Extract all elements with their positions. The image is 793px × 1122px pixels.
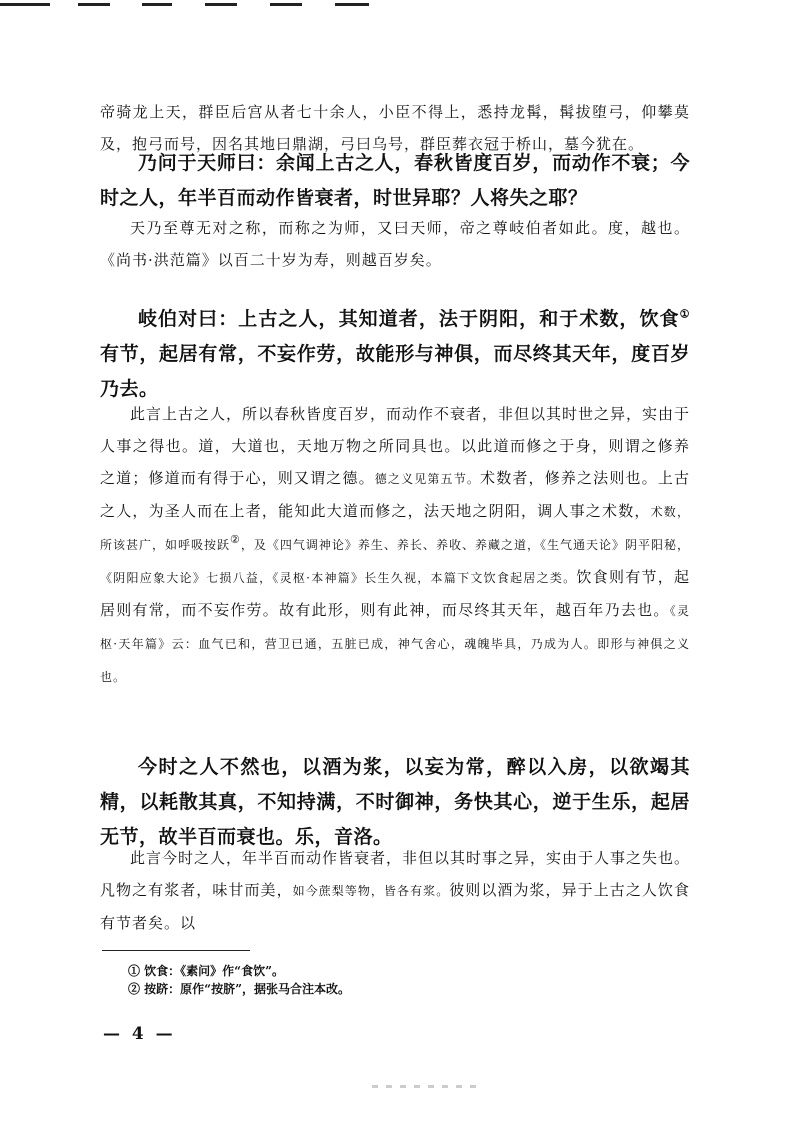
main-text-block-3: [100, 750, 690, 855]
commentary-segment: 彼则以酒为浆，异于上古之人饮食有节者矣。以: [100, 881, 690, 932]
page-number: — 4 —: [103, 1024, 176, 1044]
commentary-paragraph: 帝骑龙上天，群臣后宫从者七十余人，小臣不得上，悉持龙髯，髯拔堕弓，仰攀莫及，抱弓而号，因名其地曰鼎湖，弓曰乌号，群臣葬衣冠于桥山，墓今犹在。: [100, 103, 690, 153]
inline-note: 德之义见第五节。: [374, 472, 481, 486]
main-text-paragraph: [100, 302, 690, 407]
inline-note: 《灵枢·天年篇》云：血气已和，营卫已通，五脏已成，神气舍心，魂魄毕具，乃成为人。即形与神俱之义也。: [100, 604, 690, 684]
commentary-block-2: [100, 212, 690, 276]
footnote-separator: [102, 950, 250, 951]
footnote-2: ② 按跻：原作“按脐”，据张马合注本改。: [128, 982, 350, 996]
inline-note: 术数，所该甚广，如呼吸按跃: [100, 505, 690, 552]
commentary-block-4: [100, 842, 690, 939]
commentary-segment: 此言上古之人，所以春秋皆度百岁，而动作不衰者，非但以其时世之异，实由于人事之得也。道，大道也，天地万物之所同具也。以此道而修之于身，则谓之修养之道；修道而有得于心，则又谓之德。: [100, 405, 691, 487]
footnotes: [128, 962, 350, 998]
footnote-1: ① 饮食：《素问》作“食饮”。: [128, 964, 284, 978]
main-text-block-2: [100, 302, 690, 407]
commentary-segment: 饮食则有节，起居则有常，而不妄作劳。故有此形，则有此神，而尽终其天年，越百年乃去也。: [100, 568, 690, 619]
commentary-paragraph: [100, 842, 690, 939]
main-text-segment: 岐伯对曰：上古之人，其知道者，法于阴阳，和于术数，饮食: [138, 308, 680, 330]
main-text-block-1: [100, 146, 690, 216]
scan-smudge: [372, 1085, 482, 1088]
commentary-paragraph: [100, 398, 690, 693]
main-text-paragraph: 今时之人不然也，以酒为浆，以妄为常，醉以入房，以欲竭其精，以耗散其真，不知持满，不时御神，务快其心，逆于生乐，起居无节，故半百而衰也。乐，音洛。: [100, 756, 690, 848]
commentary-segment: 此言今时之人，年半百而动作皆衰者，非但以其时事之异，实由于人事之失也。凡物之有浆者，味甘而美，: [100, 849, 691, 899]
main-text-paragraph: 乃问于天师曰：余闻上古之人，春秋皆度百岁，而动作不衰；今时之人，年半百而动作皆衰者，时世异耶？人将失之耶？: [100, 152, 690, 209]
footnote-marker-1: ①: [679, 307, 690, 321]
commentary-paragraph: 天乃至尊无对之称，而称之为师，又曰天师，帝之尊岐伯者如此。度，越也。《尚书·洪范篇》以百二十岁为寿，则越百岁矣。: [100, 219, 690, 269]
inline-note: ，及《四气调神论》养生、养长、养收、养藏之道，《生气通天论》阴平阳秘，《阴阳应象大论》七损八益，《灵枢·本神篇》长生久视，本篇下文饮食起居之类。: [100, 538, 690, 585]
main-text-segment: 有节，起居有常，不妄作劳，故能形与神俱，而尽终其天年，度百岁乃去。: [100, 343, 690, 400]
inline-note: 如今蔗梨等物，皆各有浆。: [292, 884, 450, 898]
commentary-segment: 术数者，修养之法则也。上古之人，为圣人而在上者，能知此大道而修之，法天地之阴阳，调人事之术数，: [100, 469, 690, 520]
commentary-block-3: [100, 398, 690, 693]
footnote-marker-2: ②: [230, 533, 241, 546]
